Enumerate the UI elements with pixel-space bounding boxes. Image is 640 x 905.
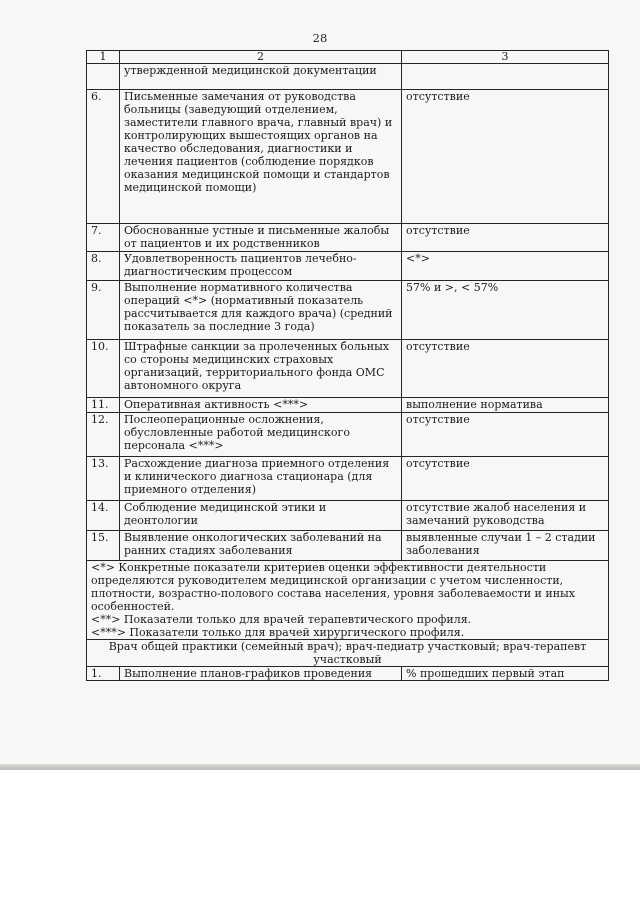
value-cell <box>402 64 609 90</box>
table-row <box>87 531 609 561</box>
table-row <box>87 398 609 413</box>
criteria-table <box>86 50 609 681</box>
row-number: 7. <box>87 224 120 252</box>
value-cell: % прошедших первый этап <box>402 667 609 681</box>
row-number: 8. <box>87 252 120 281</box>
table-row <box>87 340 609 398</box>
column-header: 1 <box>87 51 120 64</box>
section-row <box>87 640 609 667</box>
row-number: 15. <box>87 531 120 561</box>
row-number <box>87 64 120 90</box>
row-number: 13. <box>87 457 120 501</box>
value-cell: отсутствие жалоб населения и замечаний руководства <box>402 501 609 531</box>
table-row <box>87 90 609 224</box>
table-row <box>87 252 609 281</box>
criterion-cell: Письменные замечания от руководства больницы (заведующий отделением, заместители главного врача, главный врач) и контролирующих вышестоящих органов на качество обследования, диагностики и лечения пациентов (соблюдение порядков оказания медицинской помощи и стандартов медицинской помощи) <box>120 90 402 224</box>
criterion-cell: Послеоперационные осложнения, обусловленные работой медицинского персонала <***> <box>120 413 402 457</box>
page-edge-shadow <box>0 764 640 770</box>
criterion-cell: Штрафные санкции за пролеченных больных со стороны медицинских страховых организаций, территориального фонда ОМС автономного округа <box>120 340 402 398</box>
criterion-cell: утвержденной медицинской документации <box>120 64 402 90</box>
value-cell: 57% и >, < 57% <box>402 281 609 340</box>
row-number: 1. <box>87 667 120 681</box>
criterion-cell: Выявление онкологических заболеваний на ранних стадиях заболевания <box>120 531 402 561</box>
row-number: 12. <box>87 413 120 457</box>
section-title: Врач общей практики (семейный врач); врач-педиатр участковый; врач-терапевт участковый <box>87 640 609 667</box>
row-number: 14. <box>87 501 120 531</box>
value-cell: выявленные случаи 1 – 2 стадии заболевания <box>402 531 609 561</box>
row-number: 10. <box>87 340 120 398</box>
page-number: 28 <box>312 31 328 45</box>
column-header: 2 <box>120 51 402 64</box>
criterion-cell: Оперативная активность <***> <box>120 398 402 413</box>
footnote: <**> Показатели только для врачей терапевтического профиля. <box>91 613 472 626</box>
table-header-row <box>87 51 609 64</box>
footnote: <***> Показатели только для врачей хирургического профиля. <box>91 626 465 639</box>
value-cell: <*> <box>402 252 609 281</box>
footnotes-row <box>87 561 609 640</box>
table-row <box>87 667 609 681</box>
value-cell: отсутствие <box>402 457 609 501</box>
value-cell: выполнение норматива <box>402 398 609 413</box>
row-number: 9. <box>87 281 120 340</box>
table-row <box>87 281 609 340</box>
criterion-cell: Соблюдение медицинской этики и деонтологии <box>120 501 402 531</box>
row-number: 6. <box>87 90 120 224</box>
table-row <box>87 64 609 90</box>
criterion-cell: Выполнение нормативного количества операций <*> (нормативный показатель рассчитывается для каждого врача) (средний показатель за последние 3 года) <box>120 281 402 340</box>
row-number: 11. <box>87 398 120 413</box>
value-cell: отсутствие <box>402 413 609 457</box>
value-cell: отсутствие <box>402 224 609 252</box>
table-row <box>87 413 609 457</box>
criterion-cell: Обоснованные устные и письменные жалобы от пациентов и их родственников <box>120 224 402 252</box>
criterion-cell: Расхождение диагноза приемного отделения и клинического диагноза стационара (для приемного отделения) <box>120 457 402 501</box>
footnotes <box>87 561 609 640</box>
value-cell: отсутствие <box>402 90 609 224</box>
footnote: <*> Конкретные показатели критериев оценки эффективности деятельности определяются руководителем медицинской организации с учетом численности, плотности, возрастно-полового состава населения, уровня заболеваемости и иных особенностей. <box>91 561 575 613</box>
criterion-cell: Удовлетворенность пациентов лечебно-диагностическим процессом <box>120 252 402 281</box>
criterion-cell: Выполнение планов-графиков проведения <box>120 667 402 681</box>
table-row <box>87 457 609 501</box>
column-header: 3 <box>402 51 609 64</box>
table-row <box>87 224 609 252</box>
value-cell: отсутствие <box>402 340 609 398</box>
table-row <box>87 501 609 531</box>
